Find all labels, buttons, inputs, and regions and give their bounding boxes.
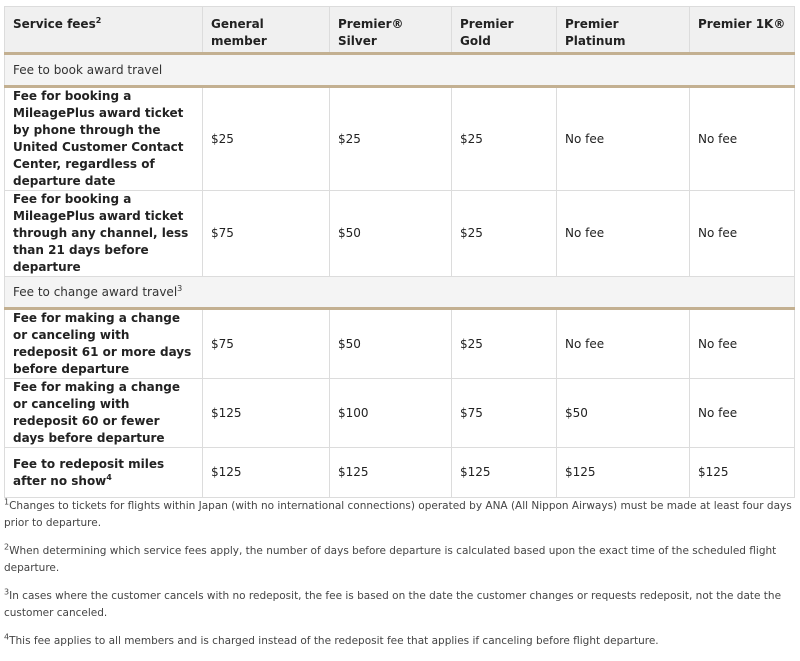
table-header-row xyxy=(5,7,795,54)
footnote-1: $^1$Changes to tickets for flights within Japan (with no international connections) operated by ANA (All Nippon Airways) must be made at least four days prior to departure. xyxy=(4,497,792,529)
table-row xyxy=(5,448,795,498)
footnote-4: $^4$This fee applies to all members and is charged instead of the redeposit fee that applies if canceling before flight departure. xyxy=(4,632,659,647)
table-row xyxy=(5,309,795,379)
cell-gold: $25 xyxy=(452,191,557,277)
row-label: Fee for booking a MileagePlus award ticket through any channel, less than 21 days before departure xyxy=(5,191,203,277)
cell-gold: $25 xyxy=(452,87,557,191)
section-row-book-award xyxy=(5,54,795,87)
cell-platinum: $125 xyxy=(557,448,690,498)
section-label: Fee to change award travel$^3$ xyxy=(5,277,795,309)
header-premier-silver: Premier® Silver xyxy=(330,7,452,54)
cell-1k: $125 xyxy=(690,448,795,498)
cell-general: $75 xyxy=(203,309,330,379)
cell-1k: No fee xyxy=(690,379,795,448)
section-label: Fee to book award travel xyxy=(5,54,795,87)
cell-platinum: No fee xyxy=(557,87,690,191)
cell-gold: $125 xyxy=(452,448,557,498)
cell-silver: $125 xyxy=(330,448,452,498)
header-service-fees: Service fees$^2$ xyxy=(5,7,203,54)
cell-general: $125 xyxy=(203,448,330,498)
cell-silver: $25 xyxy=(330,87,452,191)
cell-platinum: No fee xyxy=(557,191,690,277)
footnote-3: $^3$In cases where the customer cancels with no redeposit, the fee is based on the date the customer changes or requests redeposit, not the date the customer canceled. xyxy=(4,587,782,619)
cell-1k: No fee xyxy=(690,87,795,191)
cell-gold: $75 xyxy=(452,379,557,448)
table-row xyxy=(5,87,795,191)
table-row xyxy=(5,191,795,277)
table-row xyxy=(5,379,795,448)
row-label: Fee to redeposit miles after no show$^4$ xyxy=(5,448,203,498)
header-general-member: General member xyxy=(203,7,330,54)
cell-gold: $25 xyxy=(452,309,557,379)
cell-platinum: $50 xyxy=(557,379,690,448)
section-row-change-award xyxy=(5,277,795,309)
cell-platinum: No fee xyxy=(557,309,690,379)
cell-silver: $100 xyxy=(330,379,452,448)
row-label: Fee for making a change or canceling with redeposit 60 or fewer days before departure xyxy=(5,379,203,448)
cell-silver: $50 xyxy=(330,309,452,379)
cell-general: $75 xyxy=(203,191,330,277)
cell-general: $25 xyxy=(203,87,330,191)
cell-1k: No fee xyxy=(690,191,795,277)
service-fees-table xyxy=(4,6,795,498)
row-label: Fee for making a change or canceling with redeposit 61 or more days before departure xyxy=(5,309,203,379)
row-label: Fee for booking a MileagePlus award ticket by phone through the United Customer Contact Center, regardless of departure date xyxy=(5,87,203,191)
footnotes xyxy=(4,498,794,661)
header-premier-platinum: Premier Platinum xyxy=(557,7,690,54)
cell-silver: $50 xyxy=(330,191,452,277)
cell-1k: No fee xyxy=(690,309,795,379)
footnote-2: $^2$When determining which service fees apply, the number of days before departure is calculated based upon the exact time of the scheduled flight departure. xyxy=(4,542,777,574)
header-premier-1k: Premier 1K® xyxy=(690,7,795,54)
header-premier-gold: Premier Gold xyxy=(452,7,557,54)
cell-general: $125 xyxy=(203,379,330,448)
